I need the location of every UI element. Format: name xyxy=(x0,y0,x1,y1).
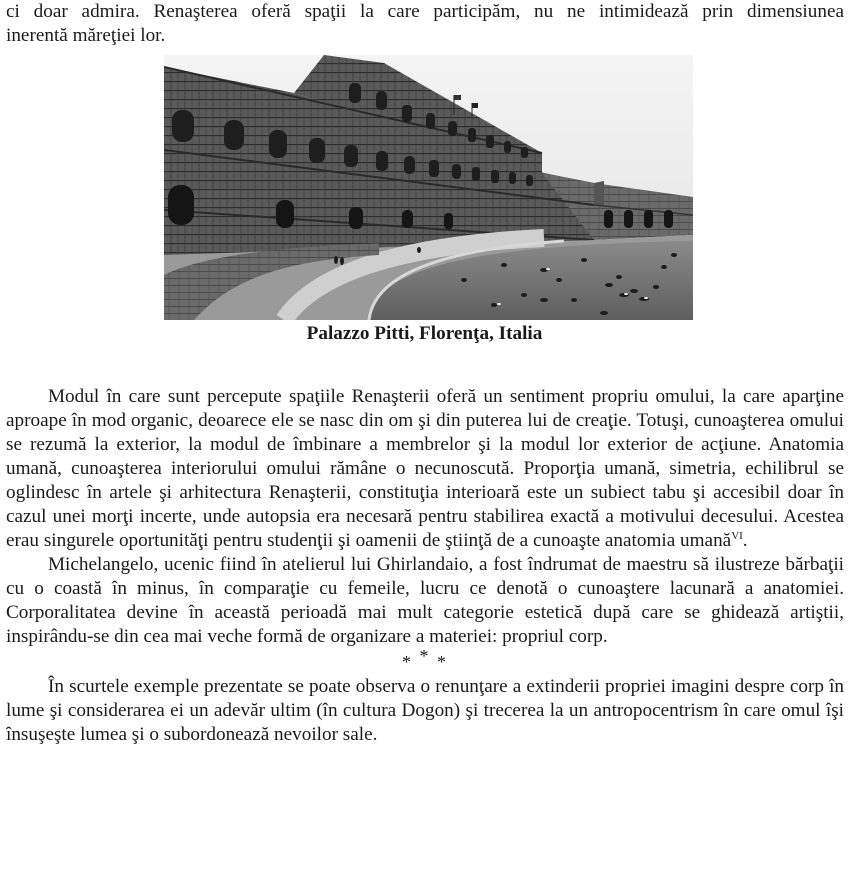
separator-star: * xyxy=(419,646,431,666)
separator-star: * xyxy=(437,652,448,672)
body-text xyxy=(0,385,844,747)
separator-star: * xyxy=(402,652,413,672)
text-line: ci doar admira. Renaşterea oferă spaţii la care participăm, nu ne intimidează prin dimensiunea xyxy=(6,1,844,22)
paragraph-end: . xyxy=(742,530,748,551)
top-text xyxy=(0,0,844,48)
text-line: inerentă măreţiei lor. xyxy=(6,25,166,46)
paragraph: Michelangelo, ucenic fiind în atelierul lui Ghirlandaio, a fost îndrumat de maestru să ilustreze bărbaţii cu o coastă în minus, în comparaţie cu femeile, lucru ce denotă o cunoaştere lacunară a anatomiei. Corporalitatea devine în această perioadă mai mult categorie estetică după care se ghidează artiştii, inspirându-se din cea mai veche formă de organizare a materiei: propriul corp. xyxy=(6,554,844,647)
palazzo-pitti-photo xyxy=(164,55,693,320)
paragraph: În scurtele exemple prezentate se poate observa o renunţare a extinderii propriei imagini despre corp în lume şi considerarea ei un adevăr ultim (în cultura Dogon) şi trecerea la un antropocentrism în care omul îşi însuşeşte lumea şi o subordonează nevoilor sale. xyxy=(6,676,844,745)
figure-caption: Palazzo Pitti, Florenţa, Italia xyxy=(306,323,543,344)
footnote-ref: VI xyxy=(731,530,743,542)
section-separator xyxy=(0,646,844,673)
paragraph xyxy=(0,385,844,553)
paragraph-text: Modul în care sunt percepute spaţiile Renaşterii oferă un sentiment propriu omului, la care aparţine aproape în mod organic, deoarece ele se nasc din om şi din puterea lui de creaţie. Totuşi, cunoaşterea omului se rezumă la exterior, la modul de îmbinare a membrelor şi la modul lor exterior de acţiune. Anatomia umană, cunoaşterea interiorului omului rămâne o necunoscută. Proporţia umană, simetria, echilibrul se oglindesc în artele şi arhitectura Renaşterii, constituţia interioară este un subiect tabu şi accesibil doar în cazul unei morţi incerte, unde autopsia era necesară pentru stabilirea exactă a motivului decesului. Acestea erau singurele oportunităţi pentru studenţii şi oamenii de ştiinţă de a cunoaşte anatomia umană xyxy=(6,386,844,551)
photo-illustration xyxy=(164,55,693,320)
